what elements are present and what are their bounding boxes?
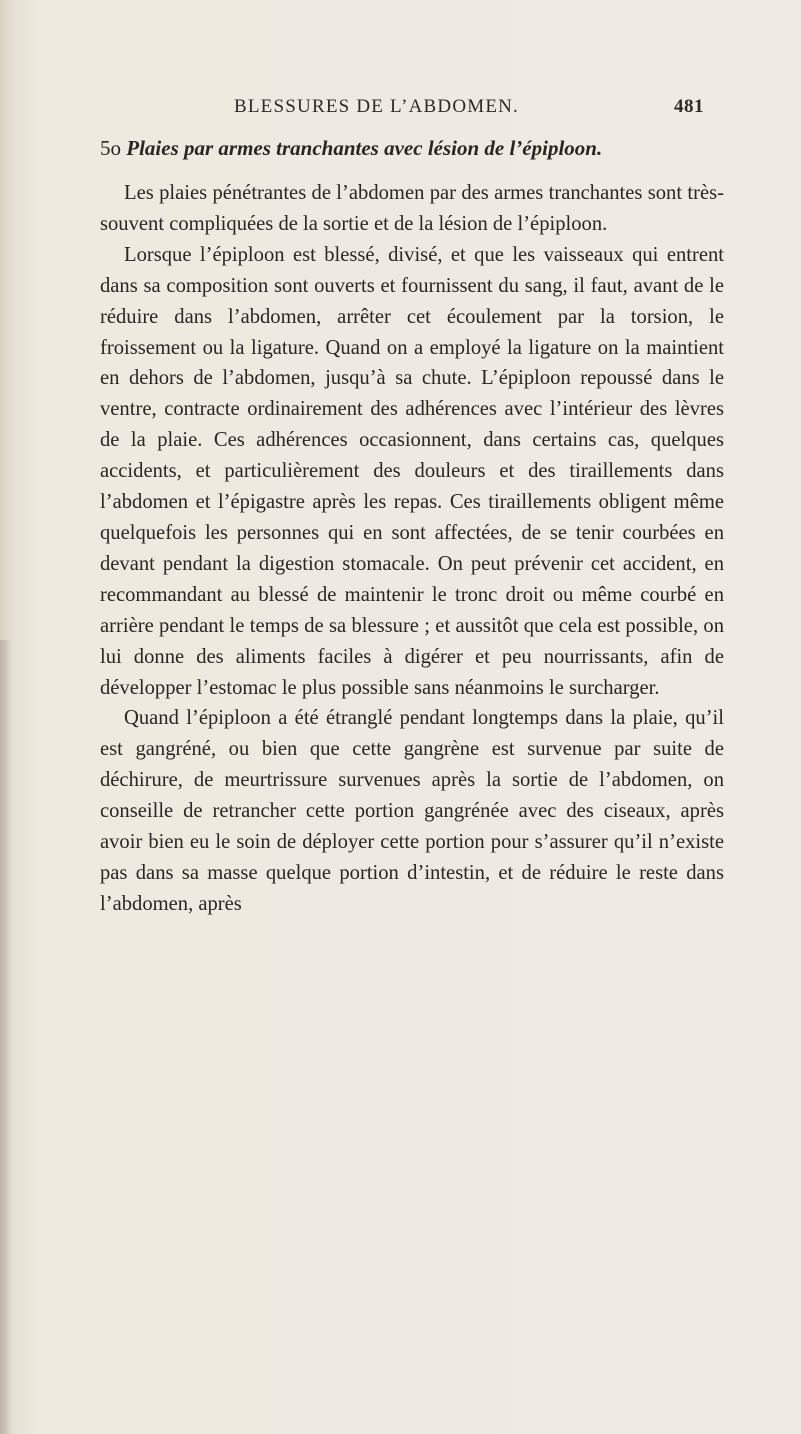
paragraph-2: Lorsque l’épiploon est blessé, divisé, et que les vaisseaux qui entrent dans sa composition sont ouverts et fournissent du sang, il faut, avant de le réduire dans l’abdomen, arrêter cet écoulement par la torsion, le froissement ou la ligature. Quand on a employé la ligature on la maintient en dehors de l’abdomen, jusqu’à sa chute. L’épiploon repoussé dans le ventre, contracte ordinairement des adhérences avec l’intérieur des lèvres de la plaie. Ces adhérences occasionnent, dans certains cas, quelques accidents, et particulièrement des douleurs et des tiraillements dans l’abdomen et l’épigastre après les repas. Ces tiraillements obligent même quelquefois les personnes qui en sont affectées, de se tenir courbées en devant pendant la digestion stomacale. On peut prévenir cet accident, en recommandant au blessé de maintenir le tronc droit ou même courbé en arrière pendant le temps de sa blessure ; et aussitôt que cela est possible, on lui donne des aliments faciles à digérer et peu nourrissants, afin de développer l’estomac le plus possible sans néanmoins le surcharger. <box>100 243 724 699</box>
paragraph-1: Les plaies pénétrantes de l’abdomen par des armes tranchantes sont très-souvent compliquées de la sortie et de la lésion de l’épiploon. <box>100 182 724 235</box>
paragraph-3: Quand l’épiploon a été étranglé pendant longtemps dans la plaie, qu’il est gangréné, ou bien que cette gangrène est survenue par suite de déchirure, de meurtrissure survenues après la sortie de l’abdomen, on conseille de retrancher cette portion gangrénée avec des ciseaux, après avoir bien eu le soin de déployer cette portion pour s’assurer qu’il n’existe pas dans sa masse quelque portion d’intestin, et de réduire le reste dans l’abdomen, après <box>100 707 724 915</box>
body-text <box>100 178 724 920</box>
section-heading <box>100 136 720 161</box>
page-number: 481 <box>674 96 704 117</box>
binding-shadow <box>0 640 12 1434</box>
running-title: BLESSURES DE L’ABDOMEN. <box>234 96 520 117</box>
section-title: Plaies par armes tranchantes avec lésion de l’épiploon. <box>126 136 603 160</box>
section-number: 5o <box>100 136 121 160</box>
